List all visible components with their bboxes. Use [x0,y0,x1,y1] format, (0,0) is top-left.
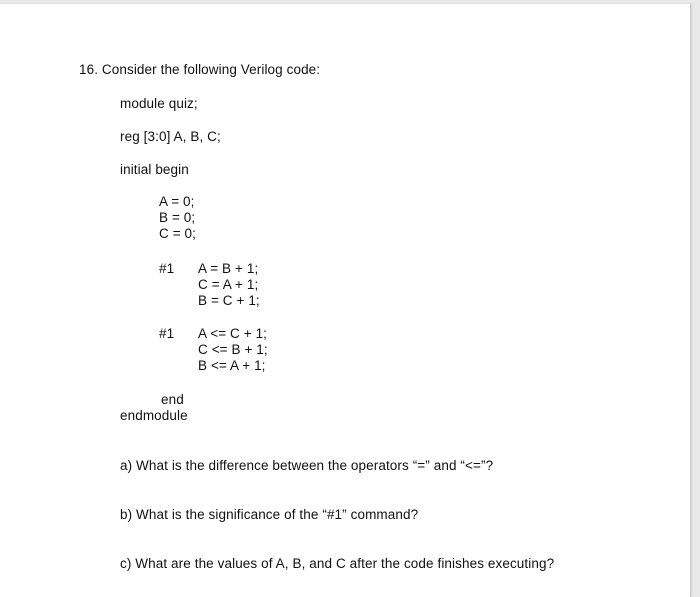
code-initial-begin: initial begin [120,162,189,177]
code-reg-declaration: reg [3:0] A, B, C; [120,129,221,144]
code-init-line-c: C = 0; [159,226,196,241]
question-c: c) What are the values of A, B, and C after the code finishes executing? [120,556,555,571]
code-blocking-line-1: A = B + 1; [198,261,259,276]
code-init-line-a: A = 0; [159,194,195,209]
code-endmodule: endmodule [120,408,188,423]
code-nonblocking-line-1: A <= C + 1; [198,326,268,341]
code-module-declaration: module quiz; [120,96,198,111]
code-nonblocking-line-2: C <= B + 1; [198,342,268,357]
code-blocking-line-3: B = C + 1; [198,293,260,308]
code-delay-2: #1 [159,326,175,341]
code-end: end [161,392,184,407]
code-init-line-b: B = 0; [159,210,196,225]
code-nonblocking-line-3: B <= A + 1; [198,358,266,373]
question-heading: 16. Consider the following Verilog code: [79,62,321,77]
code-blocking-line-2: C = A + 1; [198,277,259,292]
code-delay-1: #1 [159,261,175,276]
document-page [0,4,691,597]
question-a: a) What is the difference between the operators “=” and “<=”? [120,458,494,473]
question-b: b) What is the significance of the “#1” command? [120,507,419,522]
